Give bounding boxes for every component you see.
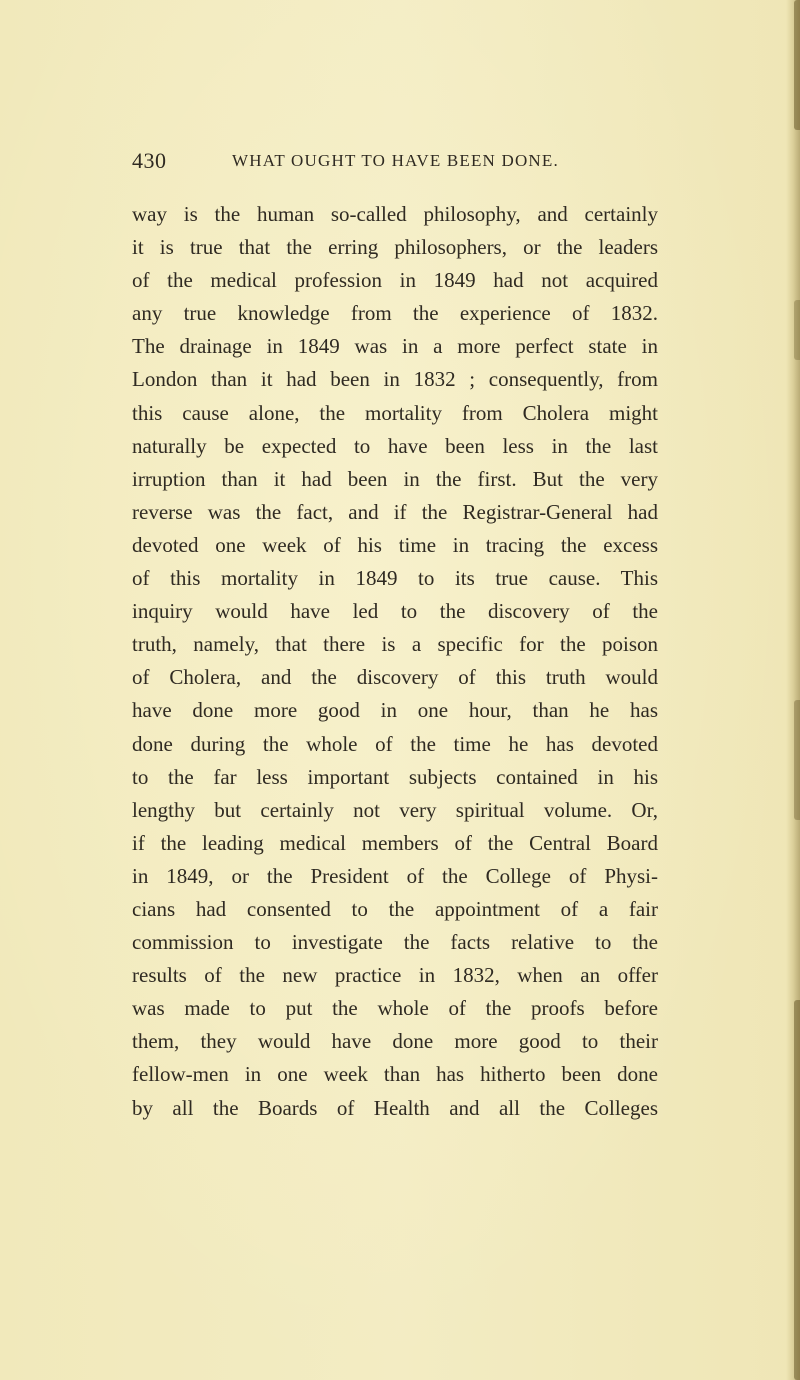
- page-edge-mark: [794, 1000, 800, 1380]
- text-line: it is true that the erring philosophers, or the leaders: [132, 235, 658, 260]
- text-line: naturally be expected to have been less in the last: [132, 433, 658, 458]
- text-line: if the leading medical members of the Central Board: [132, 830, 658, 855]
- text-line: any true knowledge from the experience of 1832.: [132, 301, 658, 326]
- text-line: by all the Boards of Health and all the Colleges: [132, 1095, 658, 1120]
- text-line: devoted one week of his time in tracing the excess: [132, 532, 658, 557]
- page-header: [132, 148, 652, 180]
- text-line: The drainage in 1849 was in a more perfect state in: [132, 334, 658, 359]
- text-line: London than it had been in 1832 ; consequently, from: [132, 367, 658, 392]
- text-line: commission to investigate the facts relative to the: [132, 930, 658, 955]
- text-line: irruption than it had been in the first. But the very: [132, 466, 658, 491]
- page-edge-mark: [794, 700, 800, 820]
- text-line: of Cholera, and the discovery of this truth would: [132, 665, 658, 690]
- text-line: lengthy but certainly not very spiritual volume. Or,: [132, 797, 658, 822]
- page-edge-mark: [794, 0, 800, 130]
- text-line: was made to put the whole of the proofs before: [132, 996, 658, 1021]
- text-line: done during the whole of the time he has devoted: [132, 731, 658, 756]
- text-line: in 1849, or the President of the College of Physi-: [132, 863, 658, 888]
- text-line: this cause alone, the mortality from Cholera might: [132, 400, 658, 425]
- text-line: of the medical profession in 1849 had not acquired: [132, 268, 658, 293]
- text-line: to the far less important subjects contained in his: [132, 764, 658, 789]
- text-line: have done more good in one hour, than he has: [132, 698, 658, 723]
- body-text: [132, 198, 658, 1125]
- page-edge-mark: [794, 300, 800, 360]
- page-number: 430: [132, 148, 167, 173]
- text-line: reverse was the fact, and if the Registrar-General had: [132, 499, 658, 524]
- text-line: results of the new practice in 1832, when an offer: [132, 963, 658, 988]
- text-line: cians had consented to the appointment of a fair: [132, 896, 658, 921]
- text-line: of this mortality in 1849 to its true cause. This: [132, 566, 658, 591]
- running-head: WHAT OUGHT TO HAVE BEEN DONE.: [232, 151, 559, 170]
- text-line: inquiry would have led to the discovery of the: [132, 599, 658, 624]
- text-line: truth, namely, that there is a specific for the poison: [132, 632, 658, 657]
- text-line: fellow-men in one week than has hitherto been done: [132, 1062, 658, 1087]
- text-line: way is the human so-called philosophy, and certainly: [132, 202, 658, 226]
- text-line: them, they would have done more good to their: [132, 1029, 658, 1054]
